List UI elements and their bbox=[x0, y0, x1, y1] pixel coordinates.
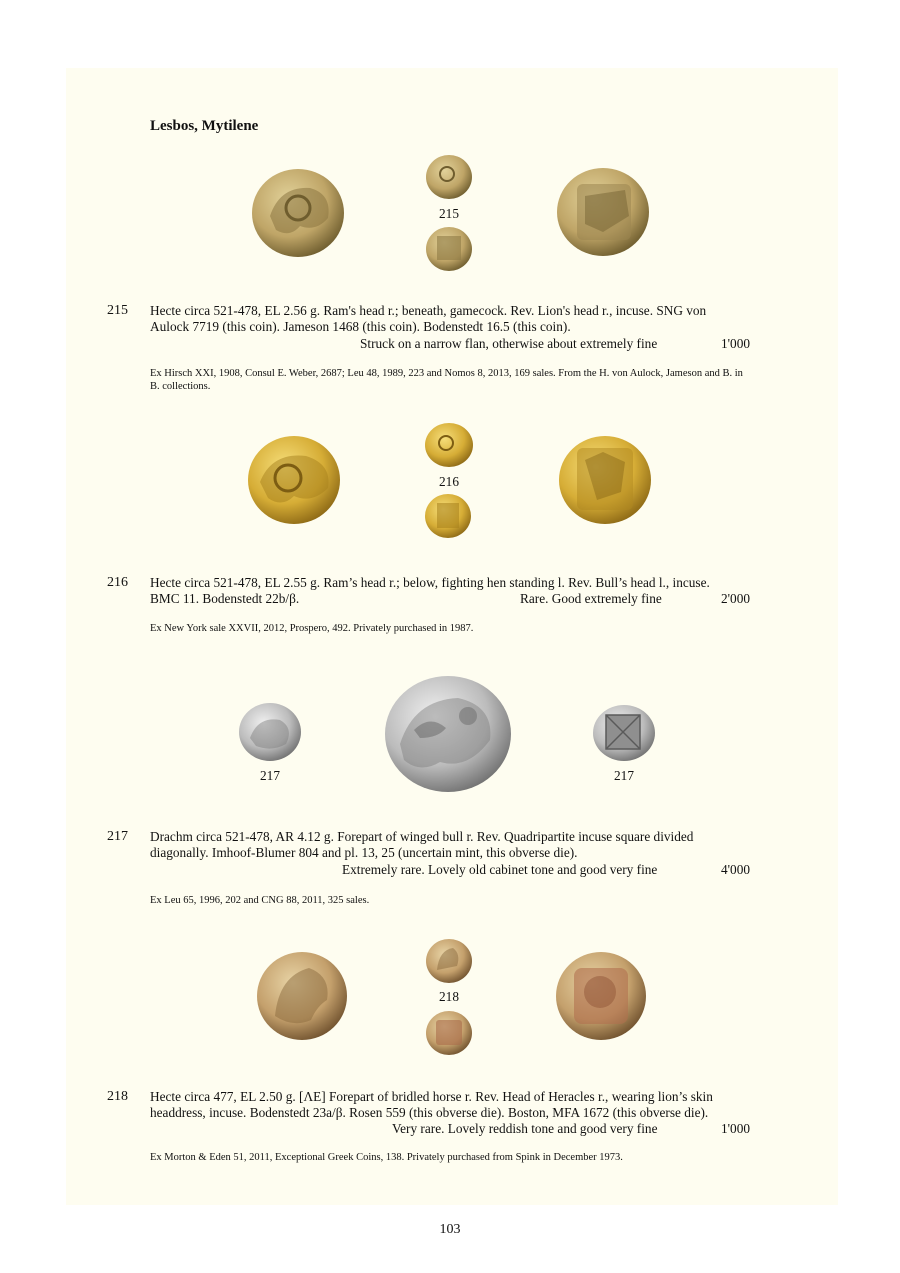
coin-photo-label-217-left: 217 bbox=[260, 768, 280, 783]
lot-number: 215 bbox=[107, 303, 128, 318]
lot-description-line: diagonally. Imhoof-Blumer 804 and pl. 13, 25 (uncertain mint, this obverse die). bbox=[150, 845, 578, 860]
coin-217-obverse-small bbox=[238, 702, 302, 762]
lot-provenance: Ex Morton & Eden 51, 2011, Exceptional Greek Coins, 138. Privately purchased from Spink in December 1973. bbox=[150, 1152, 623, 1163]
lot-estimate: 1'000 bbox=[721, 1121, 750, 1136]
lot-provenance: Ex New York sale XXVII, 2012, Prospero, 492. Privately purchased in 1987. bbox=[150, 623, 474, 634]
lot-grade: Very rare. Lovely reddish tone and good very fine bbox=[392, 1121, 658, 1136]
lot-description-line: Aulock 7719 (this coin). Jameson 1468 (this coin). Bodenstedt 16.5 (this coin). bbox=[150, 319, 571, 334]
coin-216-obverse-large bbox=[246, 434, 342, 526]
lot-description-line: Hecte circa 521-478, EL 2.55 g. Ram’s head r.; below, fighting hen standing l. Rev. Bull’s head l., incuse. bbox=[150, 575, 710, 590]
coin-217-obverse-enlarged bbox=[384, 674, 512, 794]
lot-description-line: BMC 11. Bodenstedt 22b/β. bbox=[150, 591, 300, 606]
coin-216-reverse-large bbox=[557, 434, 653, 526]
coin-photo-label-217-right: 217 bbox=[614, 768, 634, 783]
coin-218-obverse-large bbox=[255, 950, 349, 1042]
lot-estimate: 2'000 bbox=[721, 591, 750, 606]
lot-number: 216 bbox=[107, 575, 128, 590]
lot-description bbox=[150, 829, 750, 861]
lot-grade: Rare. Good extremely fine bbox=[520, 591, 662, 606]
lot-estimate: 4'000 bbox=[721, 862, 750, 877]
lot-number: 218 bbox=[107, 1089, 128, 1104]
coin-215-obverse-large bbox=[250, 166, 346, 260]
coin-217-reverse-small bbox=[592, 704, 656, 762]
lot-description-line: Hecte circa 521-478, EL 2.56 g. Ram's head r.; beneath, gamecock. Rev. Lion's head r., incuse. SNG von bbox=[150, 303, 707, 318]
lot-description bbox=[150, 1089, 750, 1121]
coin-218-reverse-large bbox=[554, 950, 648, 1042]
coin-215-reverse-small bbox=[425, 226, 473, 272]
coin-216-reverse-small bbox=[424, 493, 472, 539]
coin-215-reverse-large bbox=[555, 166, 651, 258]
lot-description-line: headdress, incuse. Bodenstedt 23a/β. Rosen 559 (this obverse die). Boston, MFA 1672 (this obverse die). bbox=[150, 1105, 709, 1120]
lot-description-line: Hecte circa 477, EL 2.50 g. [ΛE] Forepart of bridled horse r. Rev. Head of Heracles r., wearing lion’s skin bbox=[150, 1089, 713, 1104]
lot-grade: Struck on a narrow flan, otherwise about extremely fine bbox=[360, 336, 658, 351]
coin-photo-label-216: 216 bbox=[439, 474, 459, 489]
lot-number: 217 bbox=[107, 829, 128, 844]
lot-description-line: Drachm circa 521-478, AR 4.12 g. Forepart of winged bull r. Rev. Quadripartite incuse square divided bbox=[150, 829, 694, 844]
lot-provenance: Ex Hirsch XXI, 1908, Consul E. Weber, 2687; Leu 48, 1989, 223 and Nomos 8, 2013, 169 sales. From the H. von Aulock, Jameson and B. in B. collections. bbox=[150, 368, 743, 392]
lot-provenance: Ex Leu 65, 1996, 202 and CNG 88, 2011, 325 sales. bbox=[150, 895, 370, 906]
coin-215-obverse-small bbox=[425, 153, 473, 201]
coin-218-obverse-small bbox=[425, 938, 473, 984]
coin-218-reverse-small bbox=[425, 1010, 473, 1056]
lot-estimate: 1'000 bbox=[721, 336, 750, 351]
lot-description bbox=[150, 303, 750, 335]
lot-grade: Extremely rare. Lovely old cabinet tone and good very fine bbox=[342, 862, 658, 877]
coin-photo-label-215: 215 bbox=[439, 206, 459, 221]
page-number: 103 bbox=[439, 1222, 461, 1237]
section-heading: Lesbos, Mytilene bbox=[150, 118, 259, 134]
coin-216-obverse-small bbox=[424, 422, 474, 468]
coin-photo-label-218: 218 bbox=[439, 989, 459, 1004]
